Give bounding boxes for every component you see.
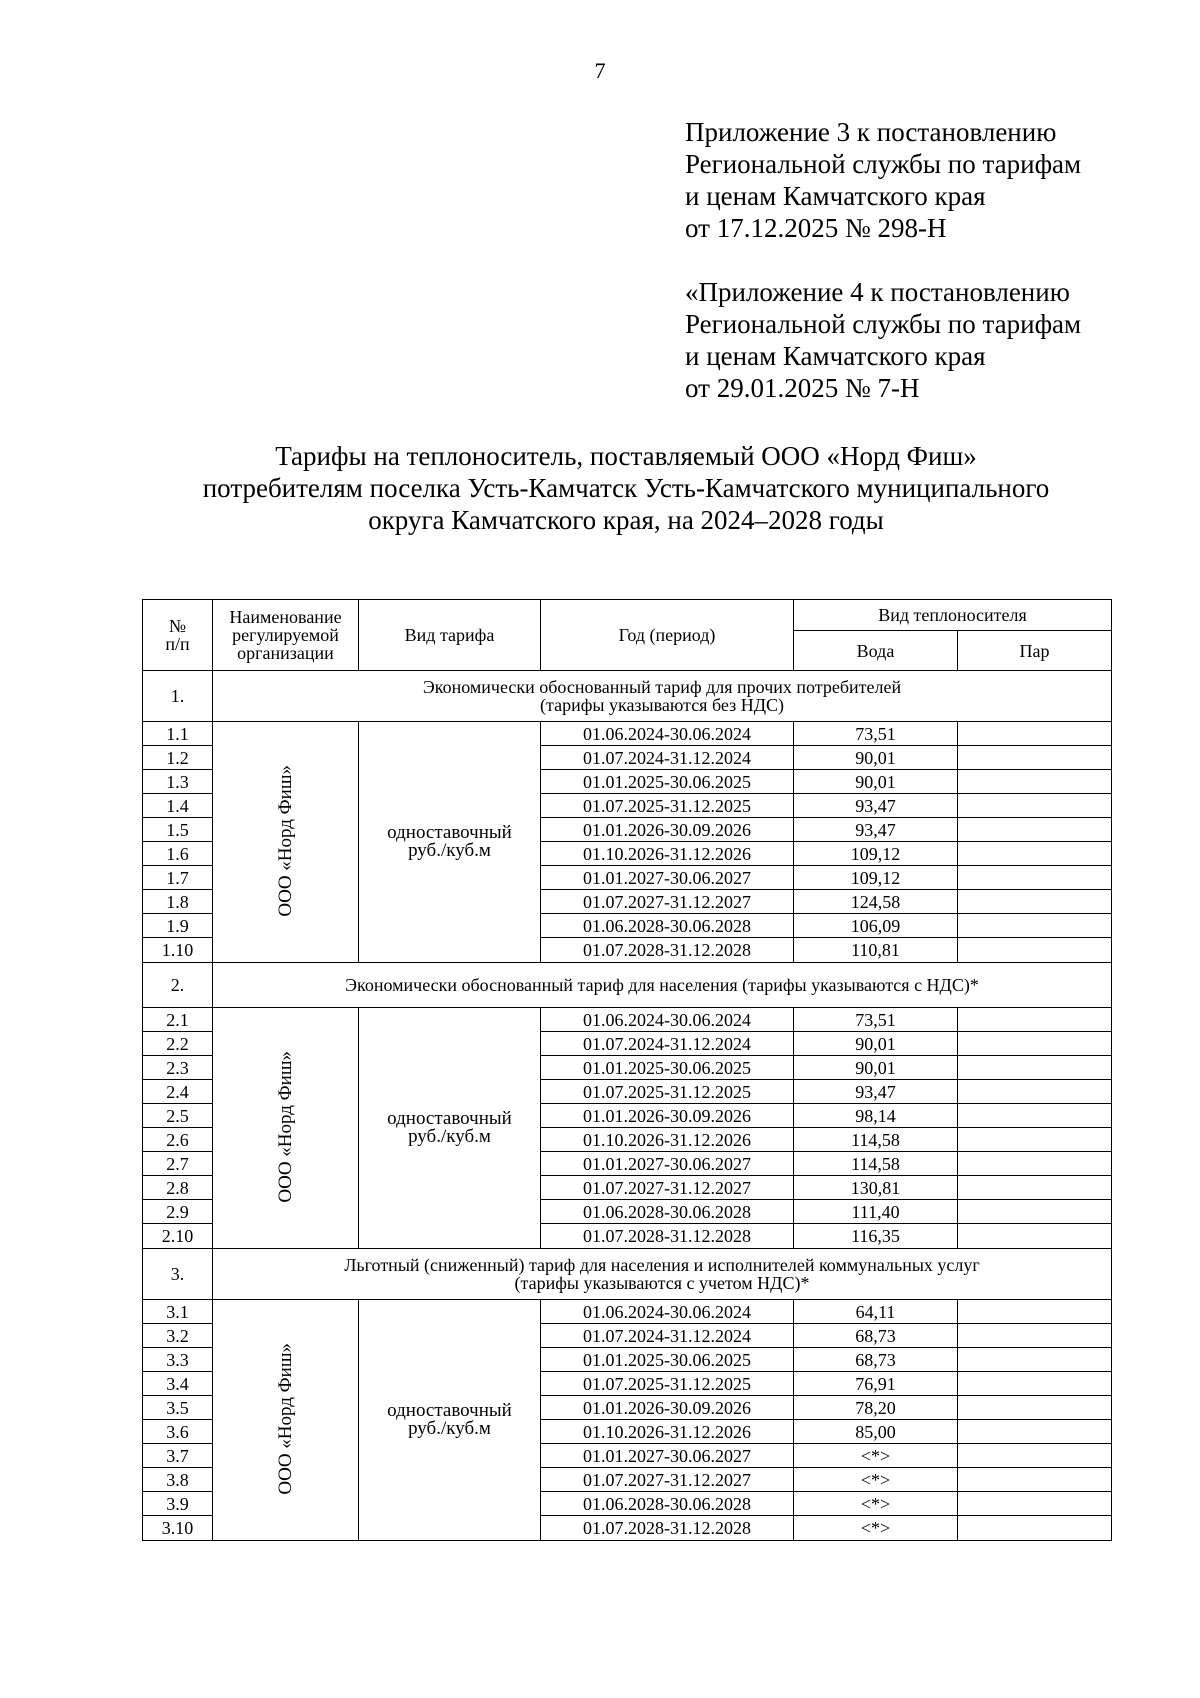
period-cell: 01.06.2028-30.06.2028 — [541, 1200, 794, 1224]
period-cell: 01.07.2024-31.12.2024 — [541, 1324, 794, 1348]
water-tariff-cell: 93,47 — [794, 794, 958, 818]
period-cell: 01.01.2025-30.06.2025 — [541, 1348, 794, 1372]
header-num-line: п/п — [165, 634, 190, 654]
organization-name: ООО «Норд Фиш» — [274, 764, 296, 917]
steam-tariff-cell — [958, 794, 1112, 818]
water-tariff-cell: 110,81 — [794, 938, 958, 963]
tariff-type-line: руб./куб.м — [408, 1418, 491, 1439]
water-tariff-cell: <*> — [794, 1468, 958, 1492]
period-cell: 01.06.2024-30.06.2024 — [541, 722, 794, 746]
section-title-line: Льготный (сниженный) тариф для населения и исполнителей коммунальных услуг — [344, 1255, 980, 1275]
steam-tariff-cell — [958, 1324, 1112, 1348]
row-number: 1.4 — [143, 794, 213, 818]
section-title-line: Экономически обоснованный тариф для населения (тарифы указываются с НДС)* — [345, 975, 979, 995]
tariff-type-line: одноставочный — [387, 1400, 512, 1421]
appendix-line: Приложение 3 к постановлению — [685, 117, 1057, 147]
header-org — [213, 600, 359, 671]
row-number: 2.4 — [143, 1080, 213, 1104]
table-row — [143, 722, 1112, 746]
steam-tariff-cell — [958, 866, 1112, 890]
title-line: потребителям поселка Усть-Камчатск Усть-Камчатского муниципального — [202, 473, 1050, 503]
period-cell: 01.06.2024-30.06.2024 — [541, 1300, 794, 1324]
water-tariff-cell: 78,20 — [794, 1396, 958, 1420]
water-tariff-cell: 68,73 — [794, 1348, 958, 1372]
organization-cell — [213, 1008, 359, 1249]
tariff-table — [142, 599, 1112, 1541]
row-number: 1.8 — [143, 890, 213, 914]
row-number: 1.5 — [143, 818, 213, 842]
water-tariff-cell: 130,81 — [794, 1176, 958, 1200]
organization-cell — [213, 1300, 359, 1541]
period-cell: 01.07.2025-31.12.2025 — [541, 1372, 794, 1396]
period-cell: 01.07.2025-31.12.2025 — [541, 794, 794, 818]
header-steam: Пар — [958, 631, 1112, 671]
water-tariff-cell: 98,14 — [794, 1104, 958, 1128]
document-title — [100, 440, 1152, 536]
period-cell: 01.07.2027-31.12.2027 — [541, 1468, 794, 1492]
steam-tariff-cell — [958, 1104, 1112, 1128]
tariff-type-cell — [359, 722, 541, 963]
period-cell: 01.07.2024-31.12.2024 — [541, 1032, 794, 1056]
row-number: 2.8 — [143, 1176, 213, 1200]
header-org-line: Наименование — [229, 607, 342, 627]
water-tariff-cell: <*> — [794, 1444, 958, 1468]
water-tariff-cell: 109,12 — [794, 866, 958, 890]
section-number: 3. — [143, 1249, 213, 1300]
steam-tariff-cell — [958, 1444, 1112, 1468]
row-number: 3.5 — [143, 1396, 213, 1420]
period-cell: 01.01.2027-30.06.2027 — [541, 866, 794, 890]
row-number: 3.1 — [143, 1300, 213, 1324]
period-cell: 01.01.2025-30.06.2025 — [541, 1056, 794, 1080]
steam-tariff-cell — [958, 1200, 1112, 1224]
row-number: 1.2 — [143, 746, 213, 770]
water-tariff-cell: 90,01 — [794, 746, 958, 770]
water-tariff-cell: 111,40 — [794, 1200, 958, 1224]
steam-tariff-cell — [958, 770, 1112, 794]
period-cell: 01.01.2027-30.06.2027 — [541, 1152, 794, 1176]
tariff-type-line: одноставочный — [387, 1108, 512, 1129]
row-number: 2.1 — [143, 1008, 213, 1032]
section-number: 2. — [143, 963, 213, 1008]
period-cell: 01.01.2027-30.06.2027 — [541, 1444, 794, 1468]
row-number: 2.3 — [143, 1056, 213, 1080]
section-title — [213, 671, 1112, 722]
section-title-line: Экономически обоснованный тариф для прочих потребителей — [422, 677, 902, 697]
steam-tariff-cell — [958, 1372, 1112, 1396]
steam-tariff-cell — [958, 1224, 1112, 1249]
water-tariff-cell: 73,51 — [794, 1008, 958, 1032]
tariff-type-line: одноставочный — [387, 822, 512, 843]
water-tariff-cell: 85,00 — [794, 1420, 958, 1444]
section-number: 1. — [143, 671, 213, 722]
organization-name: ООО «Норд Фиш» — [274, 1342, 296, 1495]
appendix-line: Региональной службы по тарифам — [685, 149, 1082, 179]
header-org-line: регулируемой — [232, 625, 339, 645]
period-cell: 01.10.2026-31.12.2026 — [541, 842, 794, 866]
water-tariff-cell: 109,12 — [794, 842, 958, 866]
title-line: округа Камчатского края, на 2024–2028 годы — [368, 505, 884, 535]
period-cell: 01.01.2026-30.09.2026 — [541, 1396, 794, 1420]
steam-tariff-cell — [958, 1128, 1112, 1152]
period-cell: 01.07.2024-31.12.2024 — [541, 746, 794, 770]
header-carrier: Вид теплоносителя — [794, 600, 1112, 631]
period-cell: 01.01.2025-30.06.2025 — [541, 770, 794, 794]
row-number: 1.3 — [143, 770, 213, 794]
steam-tariff-cell — [958, 1396, 1112, 1420]
tariff-type-cell — [359, 1008, 541, 1249]
row-number: 1.9 — [143, 914, 213, 938]
row-number: 1.7 — [143, 866, 213, 890]
appendix-line: и ценам Камчатского края — [685, 181, 986, 211]
steam-tariff-cell — [958, 1080, 1112, 1104]
period-cell: 01.01.2026-30.09.2026 — [541, 818, 794, 842]
steam-tariff-cell — [958, 890, 1112, 914]
tariff-type-cell — [359, 1300, 541, 1541]
period-cell: 01.07.2028-31.12.2028 — [541, 1224, 794, 1249]
row-number: 1.1 — [143, 722, 213, 746]
row-number: 1.10 — [143, 938, 213, 963]
row-number: 2.9 — [143, 1200, 213, 1224]
period-cell: 01.07.2028-31.12.2028 — [541, 938, 794, 963]
steam-tariff-cell — [958, 746, 1112, 770]
steam-tariff-cell — [958, 1152, 1112, 1176]
row-number: 2.10 — [143, 1224, 213, 1249]
appendix-line: «Приложение 4 к постановлению — [685, 277, 1070, 307]
section-header-row — [143, 671, 1112, 722]
organization-cell — [213, 722, 359, 963]
header-org-line: организации — [237, 643, 334, 663]
appendix-original — [685, 276, 1081, 404]
period-cell: 01.06.2028-30.06.2028 — [541, 1492, 794, 1516]
steam-tariff-cell — [958, 1492, 1112, 1516]
water-tariff-cell: 64,11 — [794, 1300, 958, 1324]
water-tariff-cell: 90,01 — [794, 770, 958, 794]
water-tariff-cell: 114,58 — [794, 1128, 958, 1152]
steam-tariff-cell — [958, 938, 1112, 963]
row-number: 3.4 — [143, 1372, 213, 1396]
period-cell: 01.01.2026-30.09.2026 — [541, 1104, 794, 1128]
header-period: Год (период) — [541, 600, 794, 671]
section-title — [213, 1249, 1112, 1300]
page-number: 7 — [594, 58, 606, 83]
water-tariff-cell: 90,01 — [794, 1032, 958, 1056]
water-tariff-cell: 114,58 — [794, 1152, 958, 1176]
title-line: Тарифы на теплоноситель, поставляемый ООО «Норд Фиш» — [275, 441, 977, 471]
row-number: 3.2 — [143, 1324, 213, 1348]
table-row — [143, 1008, 1112, 1032]
water-tariff-cell: 90,01 — [794, 1056, 958, 1080]
steam-tariff-cell — [958, 1008, 1112, 1032]
header-num-line: № — [168, 616, 187, 636]
organization-name: ООО «Норд Фиш» — [274, 1050, 296, 1203]
steam-tariff-cell — [958, 1032, 1112, 1056]
appendix-line: и ценам Камчатского края — [685, 341, 986, 371]
steam-tariff-cell — [958, 1176, 1112, 1200]
steam-tariff-cell — [958, 914, 1112, 938]
row-number: 2.2 — [143, 1032, 213, 1056]
period-cell: 01.07.2027-31.12.2027 — [541, 890, 794, 914]
water-tariff-cell: 106,09 — [794, 914, 958, 938]
row-number: 1.6 — [143, 842, 213, 866]
appendix-line: от 29.01.2025 № 7-Н — [685, 373, 920, 403]
section-header-row — [143, 1249, 1112, 1300]
water-tariff-cell: 116,35 — [794, 1224, 958, 1249]
steam-tariff-cell — [958, 722, 1112, 746]
steam-tariff-cell — [958, 1420, 1112, 1444]
table-row — [143, 1300, 1112, 1324]
period-cell: 01.10.2026-31.12.2026 — [541, 1420, 794, 1444]
water-tariff-cell: <*> — [794, 1492, 958, 1516]
row-number: 3.8 — [143, 1468, 213, 1492]
water-tariff-cell: 68,73 — [794, 1324, 958, 1348]
section-title-line: (тарифы указываются с учетом НДС)* — [514, 1273, 810, 1293]
row-number: 3.3 — [143, 1348, 213, 1372]
water-tariff-cell: 124,58 — [794, 890, 958, 914]
appendix-line: Региональной службы по тарифам — [685, 309, 1082, 339]
period-cell: 01.07.2028-31.12.2028 — [541, 1516, 794, 1541]
appendix-current — [685, 116, 1081, 244]
header-num — [143, 600, 213, 671]
period-cell: 01.06.2028-30.06.2028 — [541, 914, 794, 938]
water-tariff-cell: <*> — [794, 1516, 958, 1541]
water-tariff-cell: 93,47 — [794, 1080, 958, 1104]
steam-tariff-cell — [958, 1056, 1112, 1080]
period-cell: 01.07.2027-31.12.2027 — [541, 1176, 794, 1200]
tariff-type-line: руб./куб.м — [408, 1126, 491, 1147]
tariff-type-line: руб./куб.м — [408, 840, 491, 861]
steam-tariff-cell — [958, 1348, 1112, 1372]
row-number: 3.9 — [143, 1492, 213, 1516]
water-tariff-cell: 76,91 — [794, 1372, 958, 1396]
row-number: 2.7 — [143, 1152, 213, 1176]
water-tariff-cell: 93,47 — [794, 818, 958, 842]
tariff-table-body — [143, 671, 1112, 1541]
section-header-row — [143, 963, 1112, 1008]
row-number: 3.10 — [143, 1516, 213, 1541]
section-title-line: (тарифы указываются без НДС) — [540, 695, 784, 715]
steam-tariff-cell — [958, 1468, 1112, 1492]
period-cell: 01.10.2026-31.12.2026 — [541, 1128, 794, 1152]
header-tariff-type: Вид тарифа — [359, 600, 541, 671]
water-tariff-cell: 73,51 — [794, 722, 958, 746]
period-cell: 01.06.2024-30.06.2024 — [541, 1008, 794, 1032]
steam-tariff-cell — [958, 1516, 1112, 1541]
row-number: 2.5 — [143, 1104, 213, 1128]
row-number: 3.7 — [143, 1444, 213, 1468]
header-water: Вода — [794, 631, 958, 671]
period-cell: 01.07.2025-31.12.2025 — [541, 1080, 794, 1104]
row-number: 2.6 — [143, 1128, 213, 1152]
row-number: 3.6 — [143, 1420, 213, 1444]
steam-tariff-cell — [958, 818, 1112, 842]
section-title — [213, 963, 1112, 1008]
appendix-line: от 17.12.2025 № 298-Н — [685, 213, 947, 243]
steam-tariff-cell — [958, 842, 1112, 866]
steam-tariff-cell — [958, 1300, 1112, 1324]
